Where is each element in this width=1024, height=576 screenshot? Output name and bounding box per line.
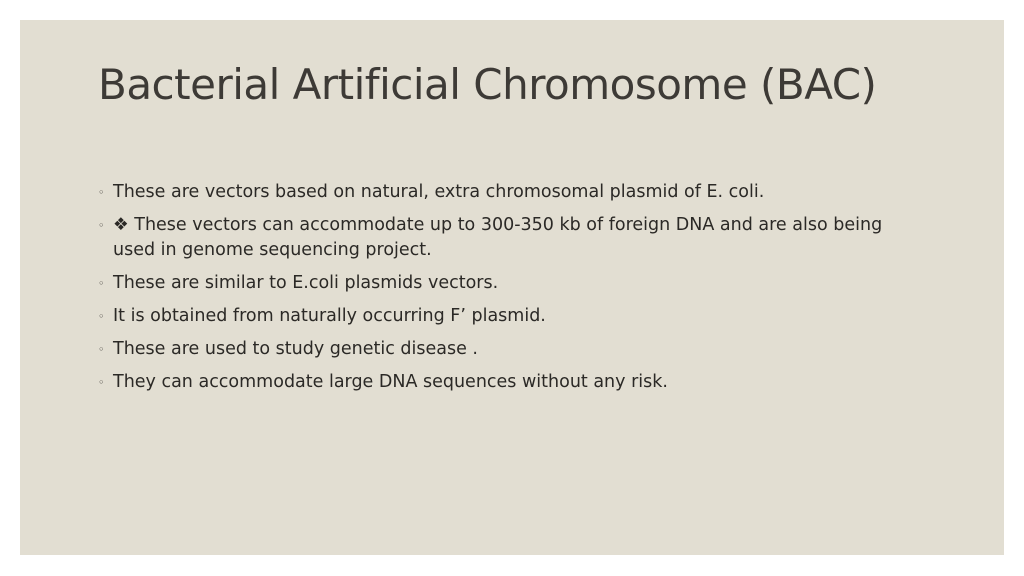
bullet-item — [98, 370, 918, 395]
bullet-text: These are vectors based on natural, extra chromosomal plasmid of E. coli. — [113, 182, 765, 202]
slide-title: Bacterial Artificial Chromosome (BAC) — [98, 60, 877, 109]
slide — [20, 20, 1004, 555]
bullet-item — [98, 180, 918, 205]
bullet-marker-icon: ◦ — [98, 277, 105, 290]
bullet-list — [98, 180, 918, 403]
bullet-text: These are used to study genetic disease . — [113, 339, 478, 359]
bullet-item — [98, 271, 918, 296]
bullet-marker-icon: ◦ — [98, 343, 105, 356]
bullet-text: These are similar to E.coli plasmids vectors. — [113, 273, 499, 293]
bullet-marker-icon: ◦ — [98, 376, 105, 389]
bullet-marker-icon: ◦ — [98, 219, 105, 232]
bullet-text: It is obtained from naturally occurring F’ plasmid. — [113, 306, 546, 326]
bullet-text: They can accommodate large DNA sequences without any risk. — [113, 372, 668, 392]
bullet-text: ❖ These vectors can accommodate up to 300-350 kb of foreign DNA and are also being used in genome sequencing project. — [113, 215, 883, 260]
bullet-marker-icon: ◦ — [98, 186, 105, 199]
bullet-item — [98, 213, 918, 263]
bullet-item — [98, 304, 918, 329]
bullet-marker-icon: ◦ — [98, 310, 105, 323]
bullet-item — [98, 337, 918, 362]
